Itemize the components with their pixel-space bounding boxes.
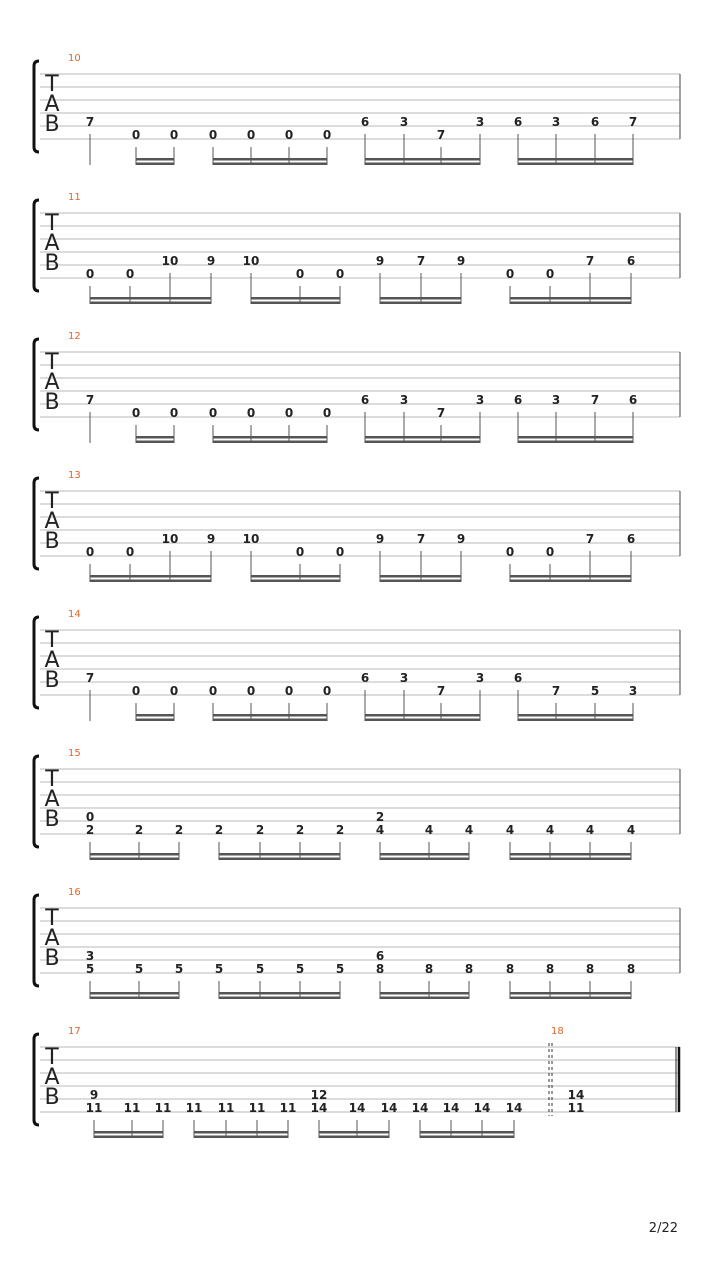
measure-number: 16 [68,887,81,898]
beam-primary [365,719,480,722]
beam-secondary [510,992,631,995]
beam-primary [136,719,174,722]
fret-number: 5 [85,962,95,976]
fret-number: 7 [551,684,561,698]
fret-number: 11 [154,1101,172,1115]
fret-number: 5 [590,684,600,698]
measure-number: 11 [68,192,81,203]
measure-number: 18 [551,1026,564,1037]
tab-clef-letter: T [45,489,59,514]
fret-number: 14 [348,1101,366,1115]
beam-primary [219,858,340,861]
tab-clef-letter: B [44,1085,60,1110]
tab-clef-letter: A [44,1065,60,1090]
fret-number: 6 [513,393,523,407]
beam-primary [251,302,340,305]
fret-number: 11 [85,1101,103,1115]
beam-secondary [510,575,631,578]
beam-primary [510,302,631,305]
fret-number: 6 [626,254,636,268]
tab-clef-letter: B [44,390,60,415]
fret-number: 11 [279,1101,297,1115]
fret-number: 9 [375,254,385,268]
staff-bracket [34,756,39,847]
fret-number: 5 [335,962,345,976]
tab-clef-letter: T [45,767,59,792]
fret-number: 0 [131,684,141,698]
tab-clef-letter: T [45,1045,59,1070]
beam-secondary [510,853,631,856]
tab-clef-letter: B [44,668,60,693]
fret-number: 0 [505,545,515,559]
tab-clef-letter: B [44,529,60,554]
tab-clef-letter: T [45,350,59,375]
beam-secondary [213,158,327,161]
fret-number: 6 [360,671,370,685]
beam-secondary [365,436,480,439]
fret-number: 3 [85,949,95,963]
staff-bracket [34,1034,39,1125]
fret-number: 0 [284,684,294,698]
fret-number: 0 [246,128,256,142]
fret-number: 2 [295,823,305,837]
fret-number: 0 [125,545,135,559]
fret-number: 10 [161,254,179,268]
fret-number: 2 [335,823,345,837]
fret-number: 0 [246,406,256,420]
beam-primary [365,163,480,166]
fret-number: 6 [626,532,636,546]
fret-number: 0 [545,267,555,281]
fret-number: 6 [590,115,600,129]
fret-number: 7 [436,406,446,420]
fret-number: 0 [284,406,294,420]
measure-number: 14 [68,609,81,620]
measure-number: 17 [68,1026,81,1037]
staff-bracket [34,617,39,708]
measure-number: 12 [68,331,81,342]
fret-number: 5 [295,962,305,976]
staff-bracket [34,478,39,569]
fret-number: 7 [416,254,426,268]
beam-secondary [518,158,633,161]
staff-bracket [34,61,39,152]
beam-primary [90,580,211,583]
fret-number: 7 [590,393,600,407]
fret-number: 0 [85,545,95,559]
beam-secondary [380,575,461,578]
fret-number: 8 [585,962,595,976]
beam-secondary [518,436,633,439]
fret-number: 3 [475,671,485,685]
fret-number: 10 [242,254,260,268]
fret-number: 8 [375,962,385,976]
fret-number: 0 [284,128,294,142]
beam-primary [213,163,327,166]
staff-bracket [34,200,39,291]
beam-secondary [136,714,174,717]
fret-number: 4 [375,823,385,837]
fret-number: 0 [295,545,305,559]
fret-number: 2 [255,823,265,837]
measure-number: 10 [68,53,81,64]
fret-number: 0 [322,406,332,420]
fret-number: 6 [513,671,523,685]
fret-number: 6 [360,115,370,129]
fret-number: 0 [169,128,179,142]
fret-number: 0 [335,267,345,281]
fret-number: 0 [131,406,141,420]
measure-number: 15 [68,748,81,759]
fret-number: 14 [380,1101,398,1115]
fret-number: 7 [416,532,426,546]
fret-number: 3 [551,393,561,407]
fret-number: 7 [628,115,638,129]
beam-primary [380,580,461,583]
fret-number: 4 [626,823,636,837]
fret-number: 14 [442,1101,460,1115]
fret-number: 9 [206,532,216,546]
beam-secondary [380,853,469,856]
fret-number: 14 [411,1101,429,1115]
fret-number: 5 [134,962,144,976]
tab-clef-letter: B [44,251,60,276]
beam-primary [136,441,174,444]
fret-number: 4 [424,823,434,837]
tab-clef-letter: B [44,807,60,832]
tab-clef-letter: T [45,72,59,97]
fret-number: 7 [85,393,95,407]
fret-number: 14 [567,1088,585,1102]
measure-number: 13 [68,470,81,481]
beam-primary [510,858,631,861]
beam-primary [510,580,631,583]
fret-number: 0 [131,128,141,142]
beam-primary [136,163,174,166]
fret-number: 9 [375,532,385,546]
fret-number: 6 [628,393,638,407]
fret-number: 0 [295,267,305,281]
fret-number: 8 [424,962,434,976]
fret-number: 11 [248,1101,266,1115]
fret-number: 0 [545,545,555,559]
fret-number: 4 [585,823,595,837]
fret-number: 2 [134,823,144,837]
beam-secondary [319,1131,389,1134]
beam-secondary [219,853,340,856]
beam-primary [213,719,327,722]
fret-number: 12 [310,1088,328,1102]
beam-secondary [90,297,211,300]
fret-number: 8 [626,962,636,976]
tab-clef-letter: T [45,906,59,931]
fret-number: 3 [628,684,638,698]
fret-number: 10 [161,532,179,546]
fret-number: 7 [436,128,446,142]
beam-primary [510,997,631,1000]
fret-number: 4 [505,823,515,837]
fret-number: 0 [505,267,515,281]
staff-bracket [34,895,39,986]
beam-secondary [90,575,211,578]
beam-secondary [90,992,179,995]
beam-secondary [365,714,480,717]
tab-clef-letter: A [44,370,60,395]
beam-secondary [213,714,327,717]
fret-number: 7 [85,671,95,685]
tab-clef-letter: T [45,628,59,653]
fret-number: 5 [174,962,184,976]
fret-number: 3 [475,393,485,407]
fret-number: 3 [399,671,409,685]
fret-number: 9 [206,254,216,268]
beam-primary [219,997,340,1000]
beam-secondary [380,297,461,300]
beam-primary [94,1136,163,1139]
tab-clef-letter: T [45,211,59,236]
fret-number: 0 [208,684,218,698]
beam-secondary [380,992,469,995]
tab-clef-letter: A [44,509,60,534]
fret-number: 6 [375,949,385,963]
beam-secondary [365,158,480,161]
fret-number: 0 [208,406,218,420]
beam-primary [90,997,179,1000]
fret-number: 4 [464,823,474,837]
fret-number: 0 [322,684,332,698]
staff-bracket [34,339,39,430]
fret-number: 8 [464,962,474,976]
fret-number: 6 [513,115,523,129]
beam-primary [420,1136,514,1139]
tab-clef-letter: A [44,926,60,951]
fret-number: 0 [169,684,179,698]
beam-primary [518,163,633,166]
beam-primary [365,441,480,444]
beam-secondary [251,575,340,578]
fret-number: 2 [214,823,224,837]
beam-secondary [510,297,631,300]
tab-clef-letter: A [44,92,60,117]
beam-secondary [136,436,174,439]
beam-secondary [219,992,340,995]
fret-number: 14 [473,1101,491,1115]
beam-primary [380,858,469,861]
beam-secondary [94,1131,163,1134]
beam-primary [380,997,469,1000]
tab-clef-letter: A [44,648,60,673]
fret-number: 0 [85,810,95,824]
fret-number: 0 [246,684,256,698]
beam-secondary [90,853,179,856]
tab-clef-letter: A [44,231,60,256]
fret-number: 7 [436,684,446,698]
fret-number: 0 [125,267,135,281]
beam-secondary [251,297,340,300]
fret-number: 3 [551,115,561,129]
tab-clef-letter: B [44,112,60,137]
page-number: 2/22 [648,1221,678,1236]
fret-number: 3 [399,115,409,129]
beam-primary [518,441,633,444]
fret-number: 6 [360,393,370,407]
fret-number: 7 [585,532,595,546]
beam-primary [251,580,340,583]
beam-secondary [420,1131,514,1134]
fret-number: 9 [89,1088,99,1102]
beam-primary [194,1136,288,1139]
fret-number: 3 [475,115,485,129]
fret-number: 0 [322,128,332,142]
fret-number: 7 [585,254,595,268]
tab-clef-letter: B [44,946,60,971]
fret-number: 9 [456,532,466,546]
fret-number: 11 [185,1101,203,1115]
fret-number: 11 [123,1101,141,1115]
fret-number: 0 [169,406,179,420]
fret-number: 2 [174,823,184,837]
beam-secondary [213,436,327,439]
fret-number: 2 [85,823,95,837]
beam-primary [319,1136,389,1139]
fret-number: 0 [335,545,345,559]
beam-secondary [136,158,174,161]
beam-primary [213,441,327,444]
fret-number: 10 [242,532,260,546]
beam-primary [90,302,211,305]
beam-secondary [518,714,633,717]
fret-number: 0 [208,128,218,142]
beam-secondary [194,1131,288,1134]
beam-primary [518,719,633,722]
fret-number: 9 [456,254,466,268]
fret-number: 0 [85,267,95,281]
fret-number: 5 [214,962,224,976]
fret-number: 11 [217,1101,235,1115]
fret-number: 5 [255,962,265,976]
fret-number: 14 [310,1101,328,1115]
fret-number: 4 [545,823,555,837]
fret-number: 8 [545,962,555,976]
fret-number: 14 [505,1101,523,1115]
fret-number: 11 [567,1101,585,1115]
fret-number: 3 [399,393,409,407]
beam-primary [380,302,461,305]
fret-number: 2 [375,810,385,824]
fret-number: 8 [505,962,515,976]
tab-clef-letter: A [44,787,60,812]
beam-primary [90,858,179,861]
fret-number: 7 [85,115,95,129]
